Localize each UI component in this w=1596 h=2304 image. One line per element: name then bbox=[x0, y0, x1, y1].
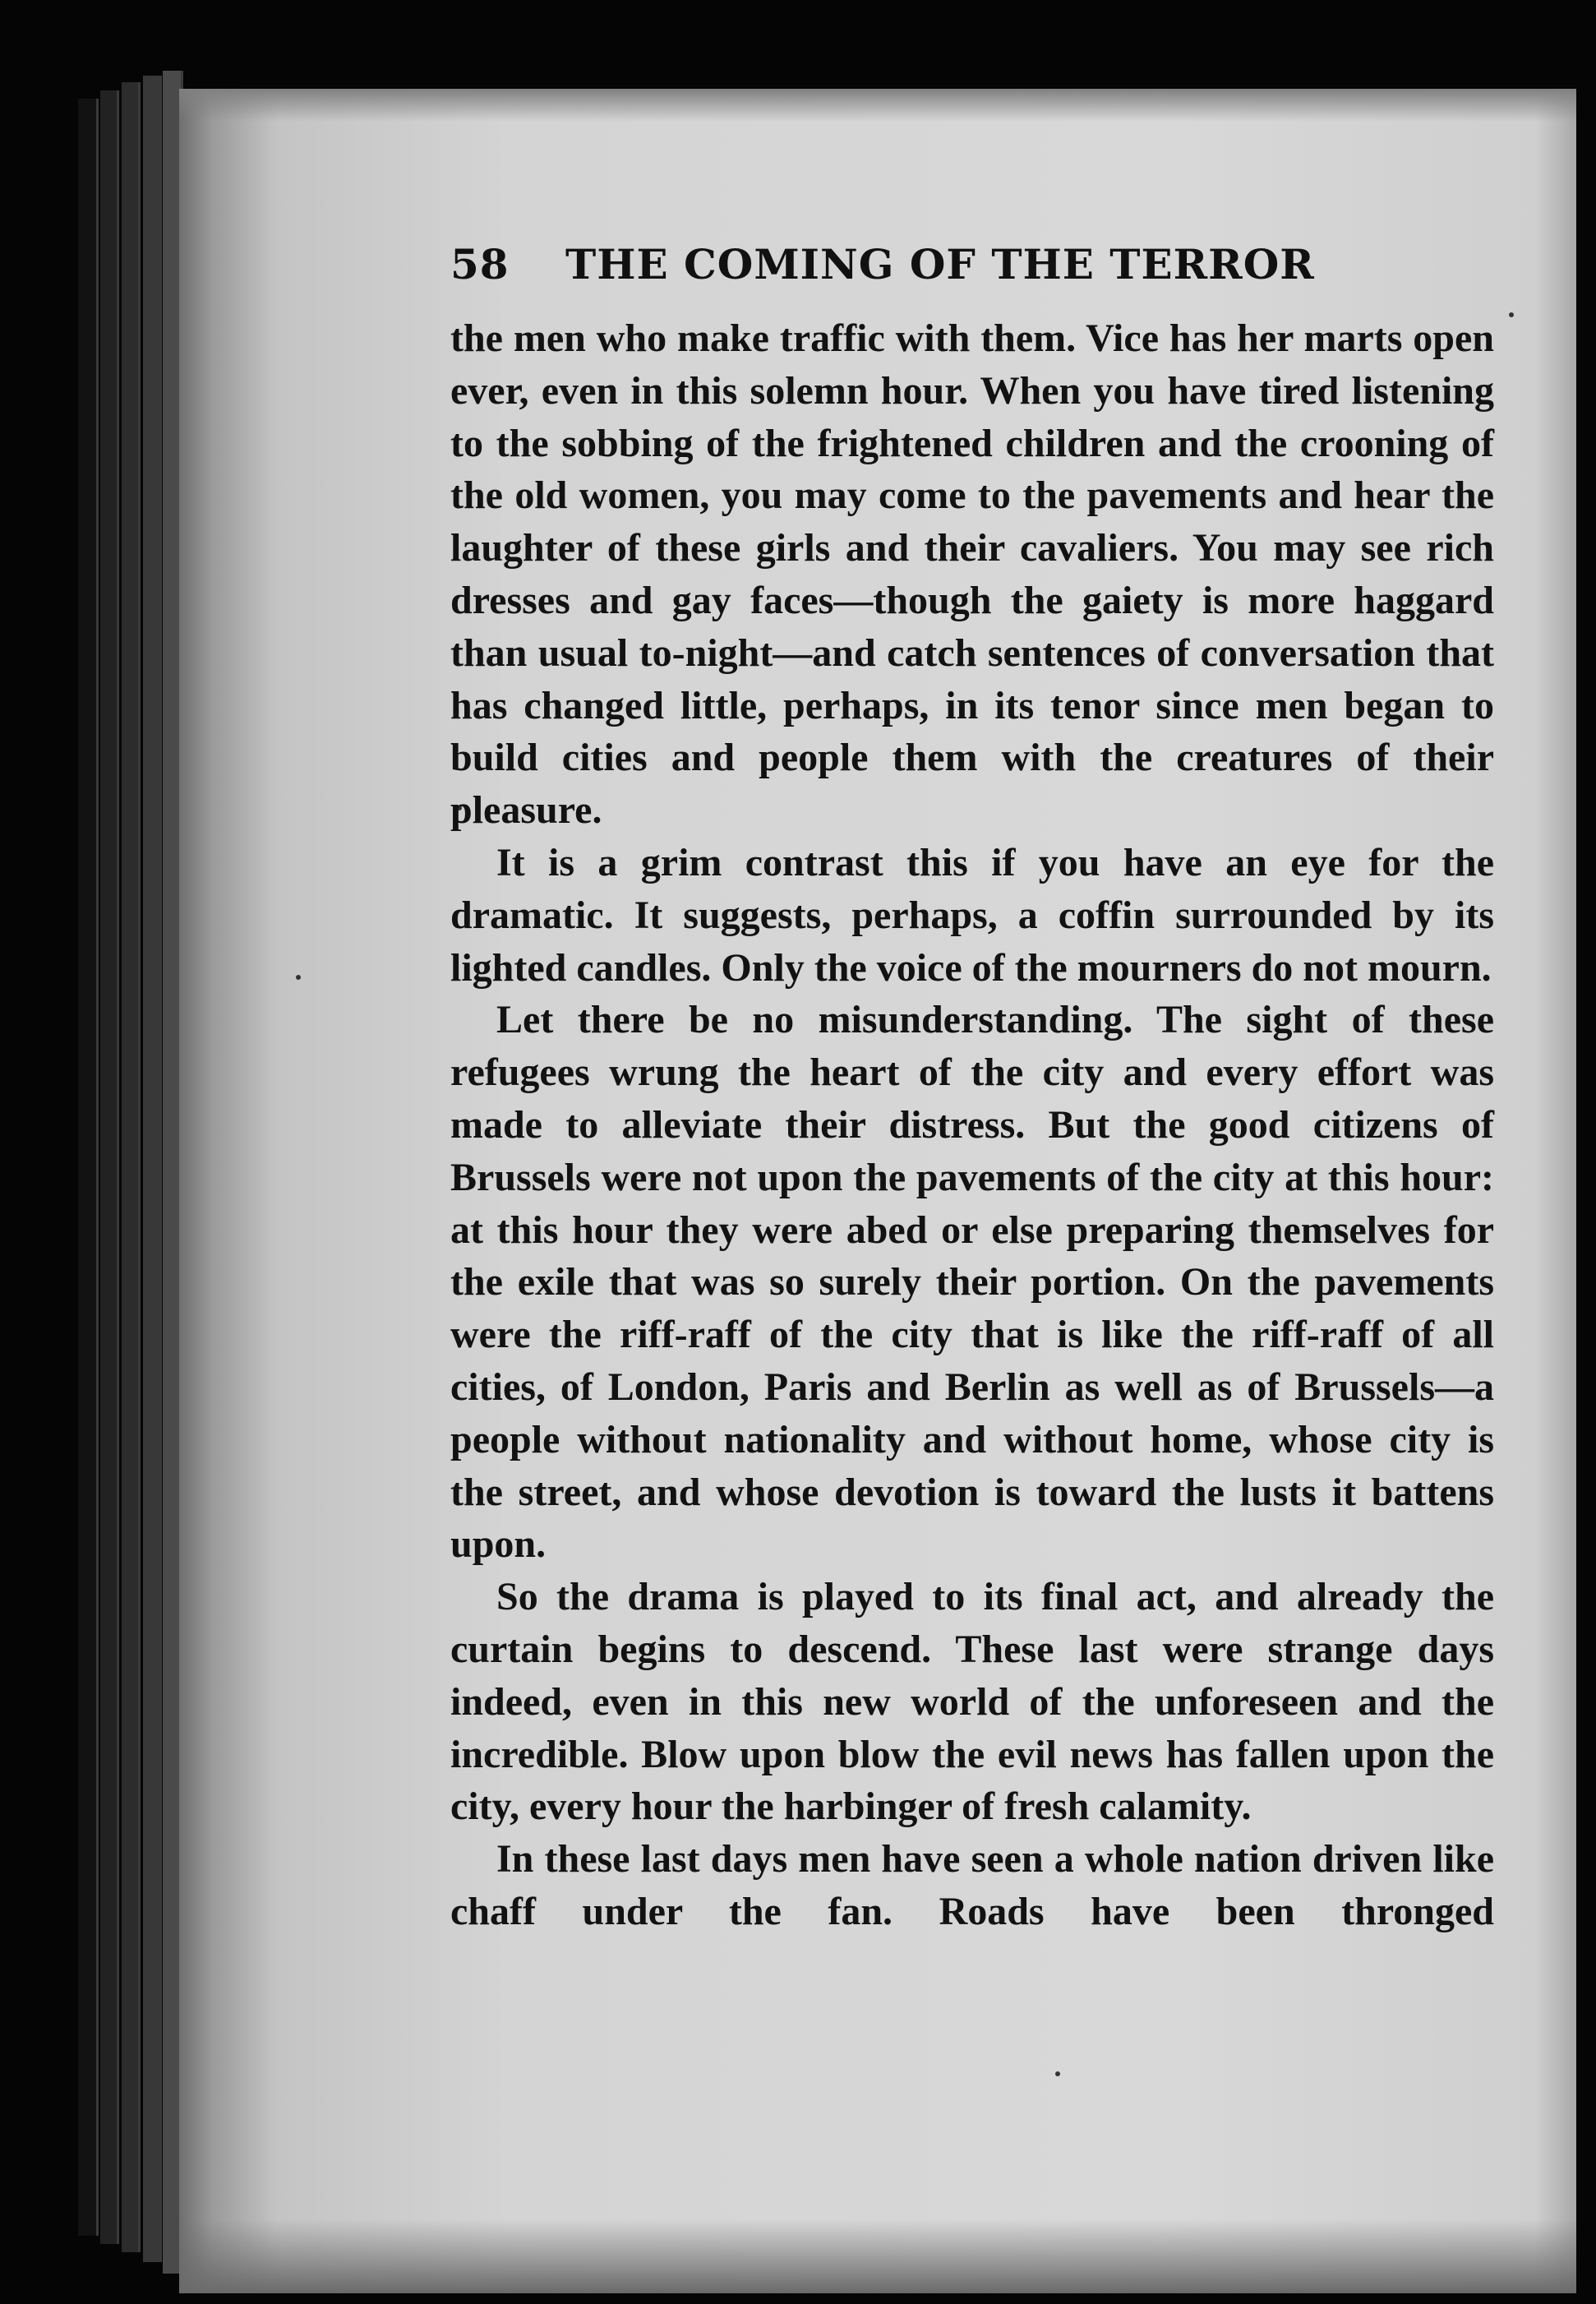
paragraph: So the drama is played to its final act, and already the curtain begins to descend. These last were strange days indeed, even in this new world of the unforeseen and the incredible. Blow upon blow the evil news has fallen upon the city, every hour the harbinger of fresh calamity. bbox=[450, 1575, 1494, 1829]
paragraph: the men who make traffic with them. Vice has her marts open ever, even in this solemn hour. When you have tired listening to the sobbing of the frightened children and the crooning of the old women, you may come to the pavements and hear the laughter of these girls and their cavaliers. You may see rich dresses and gay faces—though the gaiety is more haggard than usual to-night—and catch sentences of conversation that has changed little, perhaps, in its tenor since men began to build cities and people them with the creatures of their pleasure. bbox=[450, 316, 1494, 833]
paragraph: It is a grim contrast this if you have an eye for the dramatic. It suggests, perhaps, a coffin surrounded by its lighted candles. Only the voice of the mourners do not mourn. bbox=[450, 840, 1494, 990]
page-edge bbox=[100, 90, 119, 2244]
body-text bbox=[450, 312, 1494, 1938]
speck bbox=[296, 975, 301, 980]
page-edge bbox=[143, 76, 162, 2262]
page-number: 58 bbox=[450, 240, 510, 289]
speck bbox=[1055, 2071, 1060, 2076]
page-shadow-bottom bbox=[179, 2219, 1576, 2293]
running-title: THE COMING OF THE TERROR bbox=[565, 240, 1315, 289]
page-shadow-top bbox=[179, 89, 1576, 122]
paragraph: In these last days men have seen a whole nation driven like chaff under the fan. Roads have been thronged bbox=[450, 1837, 1494, 1933]
paragraph: Let there be no misunderstanding. The sight of these refugees wrung the heart of the city and every effort was made to alleviate their distress. But the good citizens of Brussels were not upon the pavements of the city at this hour: at this hour they were abed or else preparing themselves for the exile that was so surely their portion. On the pavements were the riff-raff of the city that is like the riff-raff of all cities, of London, Paris and Berlin as well as of Brussels—a people without nationality and without home, whose city is the street, and whose devotion is toward the lusts it battens upon. bbox=[450, 998, 1494, 1567]
page-edge bbox=[122, 82, 141, 2252]
running-header bbox=[450, 240, 1354, 298]
speck bbox=[1509, 312, 1514, 317]
page-edge bbox=[78, 99, 99, 2236]
